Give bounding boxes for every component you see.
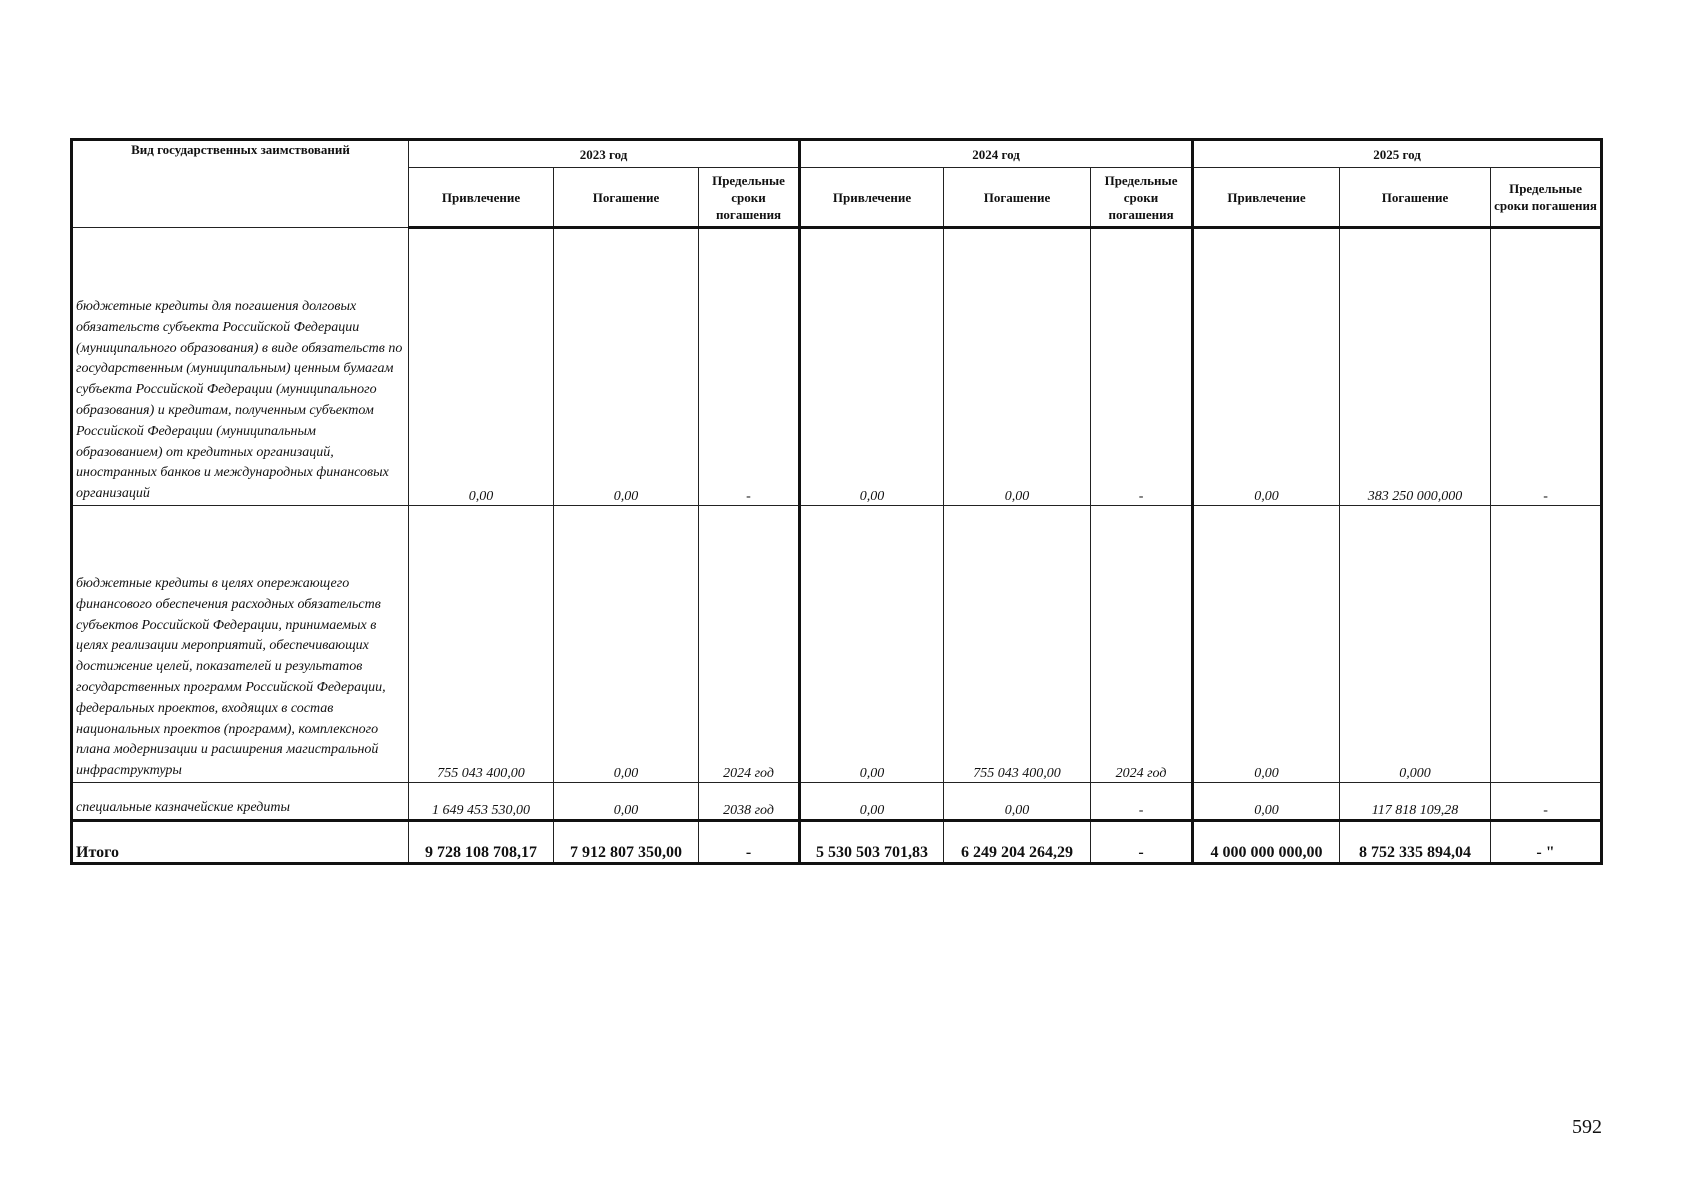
table-row [72, 506, 1602, 783]
page-number: 592 [1572, 1116, 1602, 1138]
total-value: 8 752 335 894,04 [1340, 821, 1491, 864]
subheader-terms: Предельные сроки погашения [699, 168, 800, 228]
cell-value: 0,000 [1340, 506, 1491, 783]
subheader-terms: Предельные сроки погашения [1491, 168, 1602, 228]
year-header-2025: 2025 год [1193, 140, 1602, 168]
row-label: специальные казначейские кредиты [72, 783, 409, 821]
cell-value: 2024 год [1091, 506, 1193, 783]
cell-value: 383 250 000,000 [1340, 228, 1491, 506]
total-value: 9 728 108 708,17 [409, 821, 554, 864]
cell-value: 0,00 [1193, 783, 1340, 821]
total-row [72, 821, 1602, 864]
total-value: - [1091, 821, 1193, 864]
subheader-attract: Привлечение [409, 168, 554, 228]
cell-value: - [1491, 228, 1602, 506]
subheader-attract: Привлечение [1193, 168, 1340, 228]
total-value: - [699, 821, 800, 864]
year-header-2024: 2024 год [800, 140, 1193, 168]
column-header-borrowing-type: Вид государственных заимствований [72, 140, 409, 228]
cell-value: 0,00 [1193, 228, 1340, 506]
cell-value: 0,00 [409, 228, 554, 506]
subheader-repay: Погашение [554, 168, 699, 228]
year-header-2023: 2023 год [409, 140, 800, 168]
cell-value: 0,00 [554, 783, 699, 821]
cell-value: 117 818 109,28 [1340, 783, 1491, 821]
header-row-years [72, 140, 1602, 168]
cell-value: 2038 год [699, 783, 800, 821]
total-value: - " [1491, 821, 1602, 864]
cell-value: 0,00 [944, 228, 1091, 506]
cell-value: 2024 год [699, 506, 800, 783]
row-label: бюджетные кредиты в целях опережающего финансового обеспечения расходных обязательств субъектов Российской Федерации, принимаемых в целях реализации мероприятий, обеспечивающих достижение целей, показателей и результатов государственных программ Российской Федерации, федеральных проектов, входящих в состав национальных проектов (программ), комплексного плана модернизации и расширения магистральной инфраструктуры [72, 506, 409, 783]
cell-value: 0,00 [800, 228, 944, 506]
cell-value: 0,00 [800, 506, 944, 783]
subheader-terms: Предельные сроки погашения [1091, 168, 1193, 228]
cell-value: 0,00 [554, 228, 699, 506]
total-value: 7 912 807 350,00 [554, 821, 699, 864]
cell-value: - [1091, 228, 1193, 506]
cell-value: 755 043 400,00 [409, 506, 554, 783]
total-value: 6 249 204 264,29 [944, 821, 1091, 864]
cell-value: 0,00 [554, 506, 699, 783]
subheader-repay: Погашение [944, 168, 1091, 228]
subheader-repay: Погашение [1340, 168, 1491, 228]
total-value: 4 000 000 000,00 [1193, 821, 1340, 864]
total-value: 5 530 503 701,83 [800, 821, 944, 864]
cell-value: 0,00 [1193, 506, 1340, 783]
cell-value: - [1091, 783, 1193, 821]
table-row [72, 228, 1602, 506]
borrowing-table [70, 138, 1603, 865]
cell-value: 0,00 [800, 783, 944, 821]
cell-value: - [1491, 783, 1602, 821]
cell-value [1491, 506, 1602, 783]
table-row [72, 783, 1602, 821]
cell-value: 1 649 453 530,00 [409, 783, 554, 821]
subheader-attract: Привлечение [800, 168, 944, 228]
cell-value: 755 043 400,00 [944, 506, 1091, 783]
row-label: бюджетные кредиты для погашения долговых обязательств субъекта Российской Федерации (муниципального образования) в виде обязательств по государственным (муниципальным) ценным бумагам субъекта Российской Федерации (муниципального образования) и кредитам, полученным субъектом Российской Федерации (муниципальным образованием) от кредитных организаций, иностранных банков и международных финансовых организаций [72, 228, 409, 506]
total-label: Итого [72, 821, 409, 864]
cell-value: 0,00 [944, 783, 1091, 821]
cell-value: - [699, 228, 800, 506]
